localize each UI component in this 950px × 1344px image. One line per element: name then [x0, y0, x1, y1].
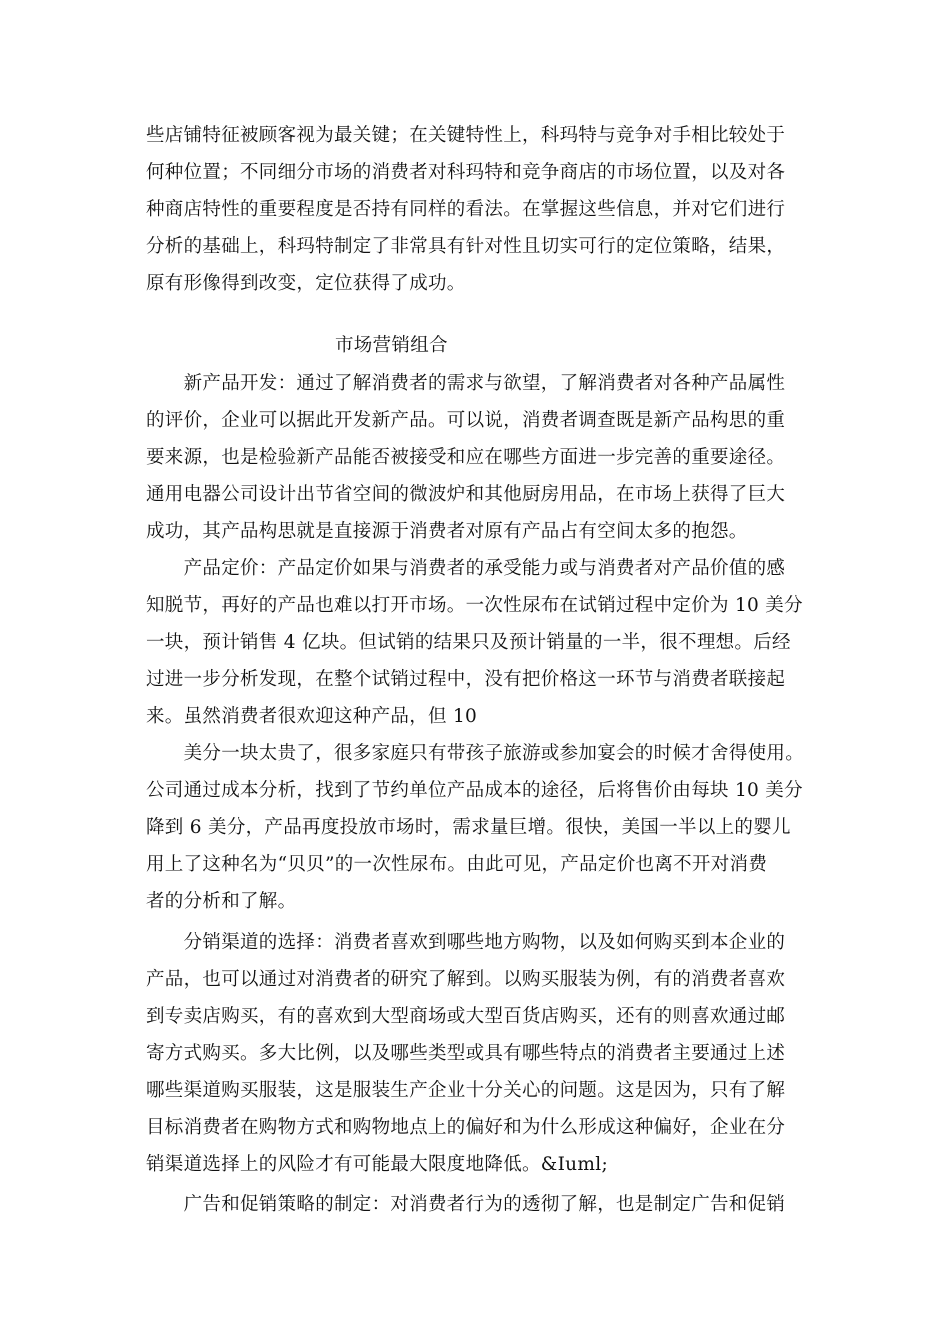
text-line: 何种位置；不同细分市场的消费者对科玛特和竞争商店的市场位置，以及对各	[146, 162, 786, 183]
text-line: 些店铺特征被顾客视为最关键；在关键特性上，科玛特与竞争对手相比较处于	[146, 125, 786, 146]
text-line: 的评价，企业可以据此开发新产品。可以说，消费者调查既是新产品构思的重	[146, 410, 786, 431]
text-line: 知脱节，再好的产品也难以打开市场。一次性尿布在试销过程中定价为 10 美分	[146, 595, 803, 616]
text-line: 产品，也可以通过对消费者的研究了解到。以购买服装为例，有的消费者喜欢	[146, 969, 786, 990]
text-line: 分析的基础上，科玛特制定了非常具有针对性且切实可行的定位策略，结果，	[146, 236, 786, 257]
text-line: 过进一步分析发现，在整个试销过程中，没有把价格这一环节与消费者联接起	[146, 669, 786, 690]
text-line: 降到 6 美分，产品再度投放市场时，需求量巨增。很快，美国一半以上的婴儿	[146, 817, 791, 838]
text-line: 成功，其产品构思就是直接源于消费者对原有产品占有空间太多的抱怨。	[146, 521, 748, 542]
text-line: 来。虽然消费者很欢迎这种产品，但 10	[146, 706, 478, 727]
text-line: 广告和促销策略的制定：对消费者行为的透彻了解，也是制定广告和促销	[146, 1194, 786, 1215]
text-line: 目标消费者在购物方式和购物地点上的偏好和为什么形成这种偏好，企业在分	[146, 1117, 786, 1138]
text-line: 原有形像得到改变，定位获得了成功。	[146, 273, 466, 294]
text-line: 分销渠道的选择：消费者喜欢到哪些地方购物，以及如何购买到本企业的	[146, 932, 786, 953]
text-line: 销渠道选择上的风险才有可能最大限度地降低。&Iuml;	[146, 1154, 608, 1175]
text-line: 到专卖店购买，有的喜欢到大型商场或大型百货店购买，还有的则喜欢通过邮	[146, 1006, 786, 1027]
text-line: 一块，预计销售 4 亿块。但试销的结果只及预计销量的一半，很不理想。后经	[146, 632, 791, 653]
text-line: 者的分析和了解。	[146, 891, 297, 912]
text-line: 通用电器公司设计出节省空间的微波炉和其他厨房用品，在市场上获得了巨大	[146, 484, 786, 505]
text-line: 寄方式购买。多大比例，以及哪些类型或具有哪些特点的消费者主要通过上述	[146, 1043, 786, 1064]
section-heading: 市场营销组合	[335, 335, 448, 356]
text-line: 美分一块太贵了，很多家庭只有带孩子旅游或参加宴会的时候才舍得使用。	[146, 743, 805, 764]
text-line: 要来源，也是检验新产品能否被接受和应在哪些方面进一步完善的重要途径。	[146, 447, 786, 468]
text-line: 产品定价：产品定价如果与消费者的承受能力或与消费者对产品价值的感	[146, 558, 786, 579]
text-line: 新产品开发：通过了解消费者的需求与欲望，了解消费者对各种产品属性	[146, 373, 786, 394]
text-line: 用上了这种名为“贝贝”的一次性尿布。由此可见，产品定价也离不开对消费	[146, 854, 768, 875]
text-line: 哪些渠道购买服装，这是服装生产企业十分关心的问题。这是因为，只有了解	[146, 1080, 786, 1101]
text-line: 公司通过成本分析，找到了节约单位产品成本的途径，后将售价由每块 10 美分	[146, 780, 803, 801]
text-line: 种商店特性的重要程度是否持有同样的看法。在掌握这些信息，并对它们进行	[146, 199, 786, 220]
